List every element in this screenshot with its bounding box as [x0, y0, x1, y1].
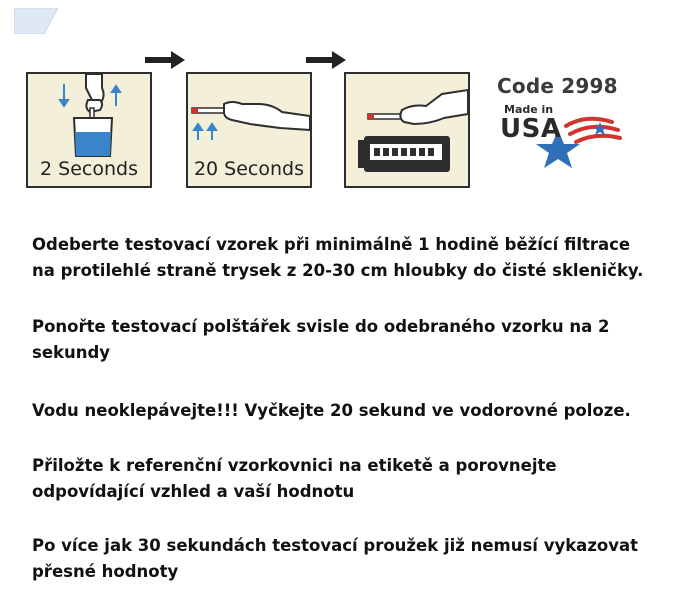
arrow-right-icon [306, 50, 346, 70]
instruction-3: Vodu neoklepávejte!!! Vyčkejte 20 sekund ve vodorovné poloze. [32, 401, 631, 420]
step-2-label: 20 Seconds [193, 158, 305, 180]
instruction-2: Ponořte testovací polštářek svisle do odebraného vzorku na 2 sekundy [32, 317, 610, 362]
step-1-panel [26, 72, 152, 188]
arrow-right-icon [145, 50, 185, 70]
step-3-panel [344, 72, 470, 188]
instruction-1: Odeberte testovací vzorek při minimálně 1 hodině běžící filtrace na protilehlé straně trysek z 20-30 cm hloubky do čisté skleničky. [32, 235, 644, 280]
made-in-label: Made in [504, 103, 554, 116]
product-code: Code 2998 [497, 74, 618, 98]
corner-decoration [14, 8, 58, 34]
step-2-panel [186, 72, 312, 188]
step-1-label: 2 Seconds [40, 158, 138, 180]
instruction-5: Po více jak 30 sekundách testovací proužek již nemusí vykazovat přesné hodnoty [32, 536, 639, 581]
compare-illustration [346, 74, 468, 186]
instruction-4: Přiložte k referenční vzorkovnici na etiketě a porovnejte odpovídající vzhled a vaší hodnotu [32, 456, 557, 501]
usa-label: USA [500, 114, 562, 144]
